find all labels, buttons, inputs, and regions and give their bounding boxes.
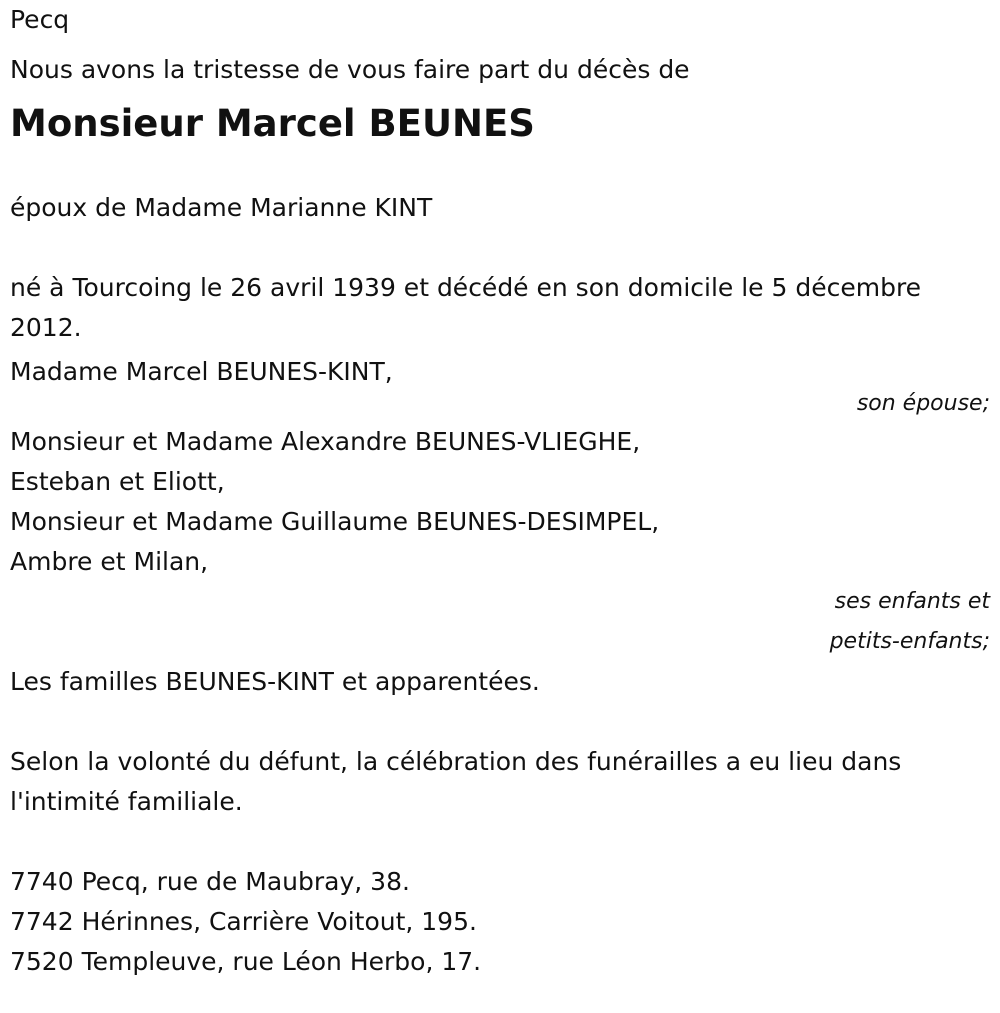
child-line: Esteban et Eliott, [10, 467, 225, 496]
child-line: Monsieur et Madame Guillaume BEUNES-DESIMPEL, [10, 507, 660, 536]
address-line: 7520 Templeuve, rue Léon Herbo, 17. [10, 947, 482, 976]
children-role: ses enfants et [834, 589, 990, 614]
address-line: 7740 Pecq, rue de Maubray, 38. [10, 867, 410, 896]
address-list [10, 862, 990, 982]
address-line: 7742 Hérinnes, Carrière Voitout, 195. [10, 907, 477, 936]
deceased-name: Monsieur Marcel BEUNES [10, 102, 535, 145]
spouse-role: son épouse; [856, 391, 990, 416]
grandchildren-role: petits-enfants; [829, 629, 990, 654]
spouse-name: Madame Marcel BEUNES-KINT, [10, 357, 393, 386]
families-line: Les familles BEUNES-KINT et apparentées. [10, 667, 540, 696]
family-section [10, 358, 990, 702]
intro-text: Nous avons la tristesse de vous faire part du décès de [10, 55, 690, 84]
birth-death-text: né à Tourcoing le 26 avril 1939 et décédé en son domicile le 5 décembre 2012. [10, 273, 922, 342]
spouse-line: époux de Madame Marianne KINT [10, 193, 433, 222]
child-line: Monsieur et Madame Alexandre BEUNES-VLIEGHE, [10, 427, 641, 456]
funeral-note: Selon la volonté du défunt, la célébration des funérailles a eu lieu dans l'intimité familiale. [10, 747, 902, 816]
child-line: Ambre et Milan, [10, 547, 209, 576]
location: Pecq [10, 5, 70, 34]
